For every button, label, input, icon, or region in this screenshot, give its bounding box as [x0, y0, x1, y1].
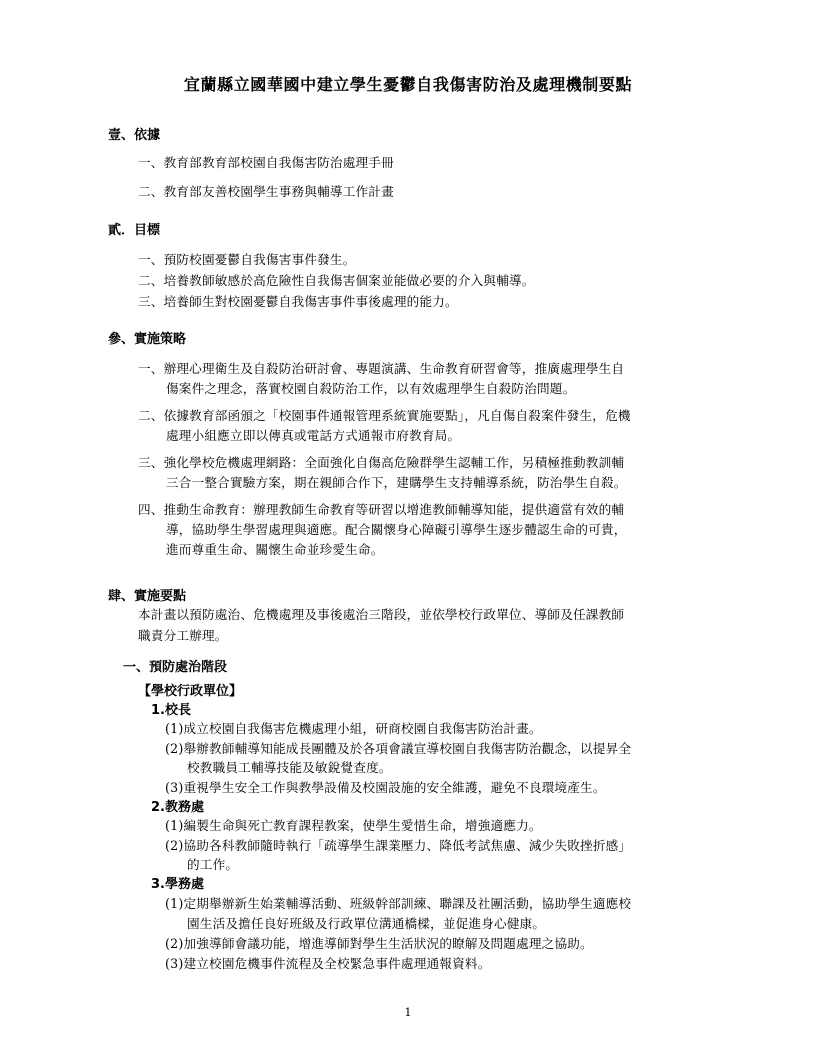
goal-item: 二、培養教師敏感於高危險性自我傷害個案並能做必要的介入與輔導。	[138, 273, 535, 288]
academic-item: (2)協助各科教師隨時執行「疏導學生課業壓力、降低考試焦慮、減少失敗挫折感」	[165, 838, 632, 853]
role-heading-academic: 2.教務處	[151, 800, 204, 815]
principal-item: (1)成立校園自我傷害危機處理小組，研商校園自我傷害防治計畫。	[165, 721, 542, 736]
academic-item: 的工作。	[187, 857, 239, 872]
student-affairs-item: (2)加強導師會議功能，增進導師對學生生活狀況的瞭解及問題處理之協助。	[165, 936, 593, 951]
role-heading-student-affairs: 3.學務處	[151, 877, 204, 892]
strategy-line: 四、推動生命教育：辦理教師生命教育等研習以增進教師輔導知能，提供適當有效的輔	[138, 502, 625, 517]
goal-item: 三、培養師生對校園憂鬱自我傷害事件事後處理的能力。	[138, 294, 458, 309]
basis-item: 二、教育部友善校園學生事務與輔導工作計畫	[138, 184, 394, 199]
phase-heading-prevention: 一、預防處治階段	[123, 660, 228, 675]
implementation-intro: 職責分工辦理。	[138, 628, 228, 643]
implementation-intro: 本計畫以預防處治、危機處理及事後處治三階段，並依學校行政單位、導師及任課教師	[138, 607, 625, 622]
strategy-line: 二、依據教育部函頒之「校園事件通報管理系統實施要點」，凡自傷自殺案件發生，危機	[138, 408, 631, 423]
student-affairs-item: 園生活及擔任良好班級及行政單位溝通橋樑，並促進身心健康。	[187, 916, 546, 931]
strategy-line: 進而尊重生命、關懷生命並珍愛生命。	[166, 542, 384, 557]
principal-item: 校教職員工輔導技能及敏銳覺查度。	[187, 760, 392, 775]
document-title: 宜蘭縣立國華國中建立學生憂鬱自我傷害防治及處理機制要點	[183, 75, 633, 94]
page-number: 1	[404, 1006, 412, 1019]
strategy-line: 一、辦理心理衛生及自殺防治研討會、專題演講、生命教育研習會等，推廣處理學生自	[138, 361, 625, 376]
strategy-line: 處理小組應立即以傳真或電話方式通報市府教育局。	[166, 428, 461, 443]
role-heading-principal: 1.校長	[151, 703, 191, 718]
basis-item: 一、教育部教育部校園自我傷害防治處理手冊	[138, 155, 394, 170]
unit-heading-admin: 【學校行政單位】	[138, 684, 243, 699]
strategy-line: 導，協助學生學習處理與適應。配合關懷身心障礙引導學生逐步體認生命的可貴，	[166, 522, 627, 537]
principal-item: (3)重視學生安全工作與教學設備及校園設施的安全維護，避免不良環境產生。	[165, 780, 606, 795]
academic-item: (1)編製生命與死亡教育課程教案，使學生愛惜生命，增強適應力。	[165, 818, 542, 833]
section-heading-goals: 貳．目標	[108, 223, 161, 238]
section-heading-basis: 壹、依據	[108, 128, 161, 143]
principal-item: (2)舉辦教師輔導知能成長團體及於各項會議宣導校園自我傷害防治觀念，以提昇全	[165, 741, 632, 756]
strategy-line: 三合一整合實驗方案，期在親師合作下，建購學生支持輔導系統，防治學生自殺。	[166, 475, 627, 490]
student-affairs-item: (3)建立校園危機事件流程及全校緊急事件處理通報資料。	[165, 956, 491, 971]
strategy-line: 三、強化學校危機處理網路：全面強化自傷高危險群學生認輔工作，另積極推動教訓輔	[138, 455, 625, 470]
section-heading-strategies: 參、實施策略	[108, 332, 187, 347]
strategy-line: 傷案件之理念，落實校園自殺防治工作，以有效處理學生自殺防治問題。	[166, 381, 576, 396]
goal-item: 一、預防校園憂鬱自我傷害事件發生。	[138, 252, 356, 267]
student-affairs-item: (1)定期舉辦新生始業輔導活動、班級幹部訓練、聯課及社團活動，協助學生適應校	[165, 896, 632, 911]
section-heading-implementation: 肆、實施要點	[108, 589, 187, 604]
